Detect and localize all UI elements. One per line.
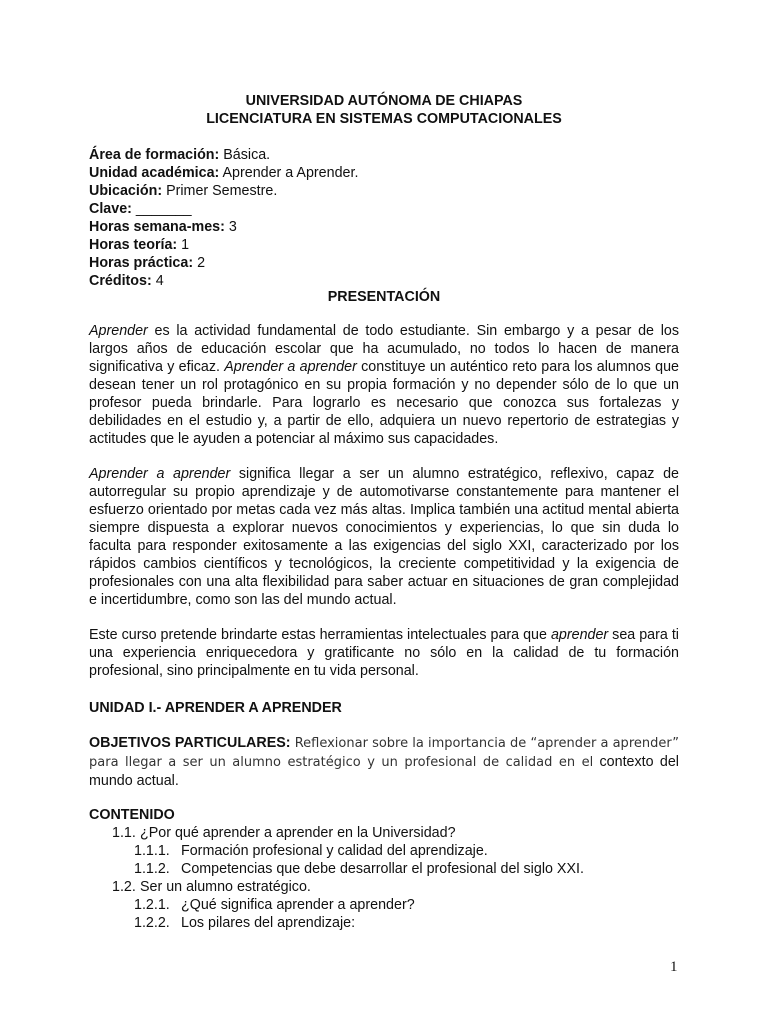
meta-clave bbox=[89, 200, 689, 218]
meta-label: Unidad académica: bbox=[89, 165, 220, 181]
outline-number: 1.1. bbox=[112, 825, 136, 841]
meta-value: 1 bbox=[177, 237, 190, 253]
outline-text: ¿Por qué aprender a aprender en la Universidad? bbox=[140, 825, 456, 841]
outline-number: 1.2.1. bbox=[134, 897, 170, 913]
paragraph-3 bbox=[89, 626, 679, 680]
italic-term: aprender bbox=[550, 627, 609, 643]
outline-item bbox=[89, 878, 689, 896]
meta-label: Créditos: bbox=[89, 273, 152, 289]
meta-horas-practica bbox=[89, 254, 689, 272]
objectives-text: Reflexionar sobre la importancia de “aprender a aprender” para llegar a ser un alumno estratégico y un profesional de calidad en el bbox=[89, 736, 679, 770]
italic-term: Aprender a aprender bbox=[89, 466, 231, 482]
unit-heading: UNIDAD I.- APRENDER A APRENDER bbox=[89, 700, 342, 716]
meta-value: 4 bbox=[151, 273, 164, 289]
meta-ubicacion bbox=[89, 182, 689, 200]
outline-text: ¿Qué significa aprender a aprender? bbox=[181, 897, 415, 913]
outline-number: 1.2. bbox=[112, 879, 136, 895]
paragraph-text: significa llegar a ser un alumno estratégico, reflexivo, capaz de autorregular su propio aprendizaje y de automotivarse constantemente para mantener el esfuerzo orientado por metas cada vez más altas. Implica también una actitud mental abierta siempre dispuesta a explorar nuevos conocimientos y experiencias, lo que sin duda lo faculta para responder exitosamente a las exigencias del siglo XXI, caracterizado por los rápidos cambios científicos y tecnológicos, la creciente competitividad y la exigencia de profesionales con una alta flexibilidad para saber actuar en situaciones de gran complejidad e incertidumbre, como son las del mundo actual. bbox=[89, 466, 679, 608]
objectives-label: OBJETIVOS PARTICULARES: bbox=[89, 735, 291, 751]
outline-text: Los pilares del aprendizaje: bbox=[181, 915, 356, 931]
outline-item bbox=[89, 896, 689, 914]
objectives-paragraph bbox=[89, 734, 679, 790]
meta-value: 2 bbox=[193, 255, 206, 271]
paragraph-1 bbox=[89, 322, 679, 448]
meta-value: Aprender a Aprender. bbox=[219, 165, 359, 181]
presentacion-heading: PRESENTACIÓN bbox=[327, 289, 441, 305]
paragraph-text: Este curso pretende brindarte estas herramientas intelectuales para que bbox=[89, 627, 551, 643]
document-header bbox=[0, 92, 768, 128]
meta-value: _______ bbox=[131, 201, 192, 217]
outline-number: 1.1.1. bbox=[134, 843, 170, 859]
meta-horas-teoria bbox=[89, 236, 689, 254]
contenido-heading: CONTENIDO bbox=[89, 807, 175, 823]
meta-label: Ubicación: bbox=[89, 183, 163, 199]
meta-label: Área de formación: bbox=[89, 147, 220, 163]
meta-unidad bbox=[89, 164, 689, 182]
paragraph-2 bbox=[89, 465, 679, 609]
meta-label: Clave: bbox=[89, 201, 132, 217]
paragraph-text: constituye un auténtico reto para los alumnos que desean tener un rol protagónico en su propia formación y no depender sólo de lo que un profesor pueda brindarle. Para lograrlo es necesario que conozca sus fortalezas y debilidades en el estudio y, a partir de ello, adquiera un nuevo repertorio de estrategias y actitudes que le ayuden a potenciar al máximo sus capacidades. bbox=[89, 359, 679, 447]
outline-text: Competencias que debe desarrollar el profesional del siglo XXI. bbox=[181, 861, 584, 877]
outline-item bbox=[89, 860, 689, 878]
outline-number: 1.2.2. bbox=[134, 915, 170, 931]
meta-area bbox=[89, 146, 689, 164]
objectives-text-tail: contexto del mundo actual. bbox=[89, 754, 679, 789]
meta-label: Horas práctica: bbox=[89, 255, 194, 271]
outline-text: Ser un alumno estratégico. bbox=[140, 879, 311, 895]
outline-item bbox=[89, 914, 689, 932]
course-info bbox=[89, 146, 689, 290]
italic-term: Aprender a aprender bbox=[224, 359, 357, 375]
outline-number: 1.1.2. bbox=[134, 861, 170, 877]
paragraph-text: es la actividad fundamental de todo estudiante. Sin embargo y a pesar de los largos años de educación escolar que ha acumulado, no todos lo hacen de manera significativa y eficaz. bbox=[89, 323, 679, 375]
italic-term: Aprender bbox=[89, 323, 148, 339]
university-name: UNIVERSIDAD AUTÓNOMA DE CHIAPAS bbox=[245, 93, 523, 109]
outline-item bbox=[89, 824, 689, 842]
paragraph-text: sea para ti una experiencia enriquecedora y gratificante no sólo en la calidad de tu formación profesional, sino principalmente en tu vida personal. bbox=[89, 627, 679, 679]
outline-text: Formación profesional y calidad del aprendizaje. bbox=[181, 843, 488, 859]
meta-horas-semana bbox=[89, 218, 689, 236]
outline-item bbox=[89, 842, 689, 860]
content-outline bbox=[89, 806, 689, 932]
meta-value: Básica. bbox=[219, 147, 271, 163]
program-name: LICENCIATURA EN SISTEMAS COMPUTACIONALES bbox=[206, 111, 562, 127]
meta-label: Horas semana-mes: bbox=[89, 219, 225, 235]
meta-value: Primer Semestre. bbox=[162, 183, 278, 199]
meta-value: 3 bbox=[224, 219, 237, 235]
meta-label: Horas teoría: bbox=[89, 237, 178, 253]
page-number: 1 bbox=[670, 959, 678, 975]
